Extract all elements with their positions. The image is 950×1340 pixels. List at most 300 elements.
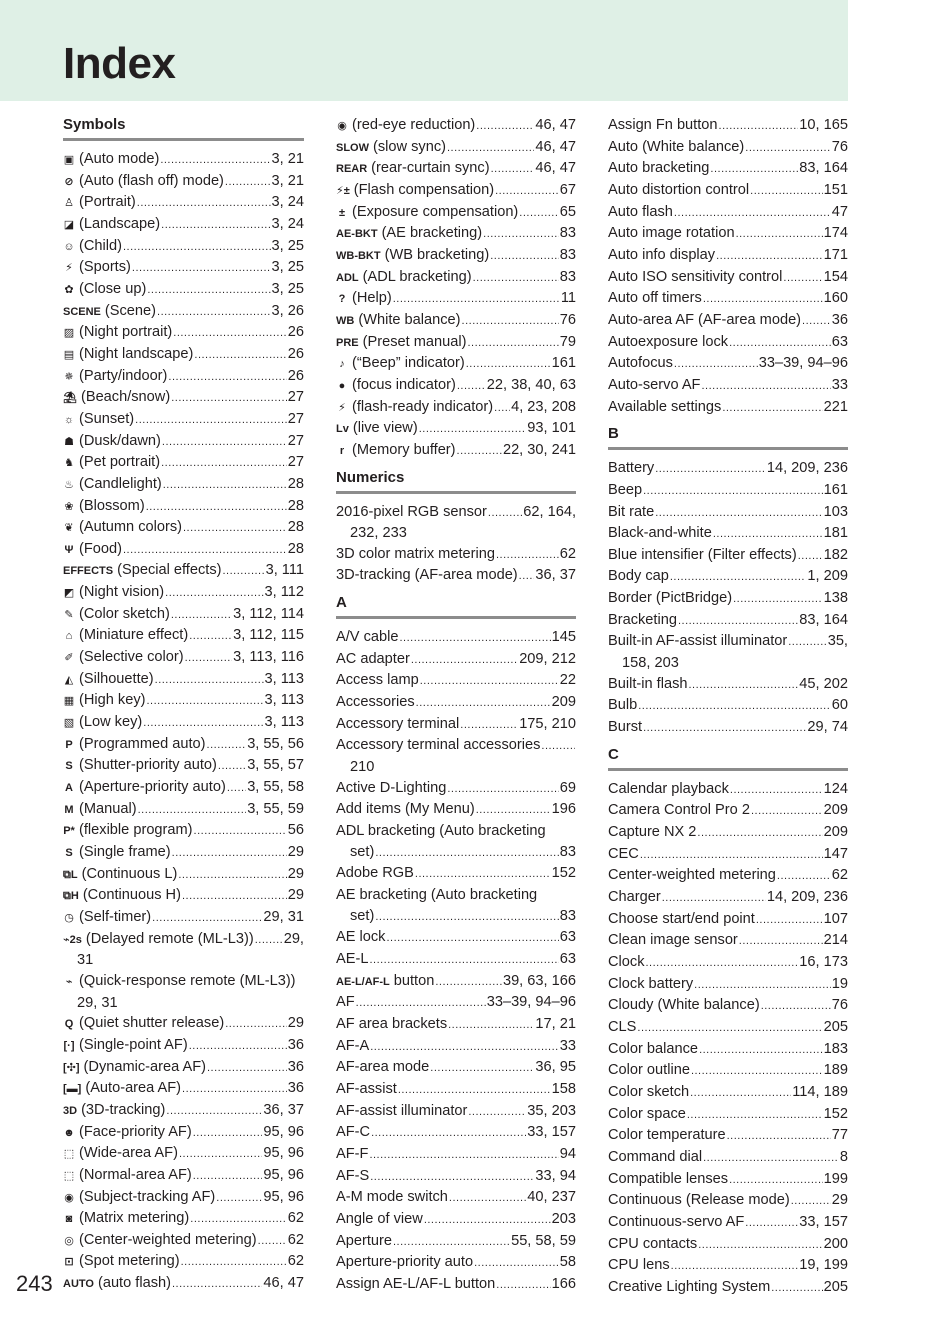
index-entry [608,1190,848,1212]
index-entry-line [336,992,576,1014]
entry-pages: 93, 101 [527,420,576,437]
entry-term [63,301,156,323]
dot-leader [655,458,766,480]
index-entry-line [608,137,848,159]
dot-leader [193,1122,263,1144]
entry-text: (Spot metering) [79,1253,180,1270]
entry-text: (flexible program) [79,822,193,839]
mode-icon: ☗ [64,435,74,448]
entry-pages: 3, 55, 57 [247,757,304,774]
entry-text: (Auto (flash off) mode) [79,172,224,189]
dot-leader [157,301,271,323]
mode-icon: AE-BKT [336,228,378,241]
mode-icon: PRE [336,336,359,349]
dot-leader [179,1143,262,1165]
index-entry-line [336,885,576,906]
index-entry-continuation: 210 [350,759,375,776]
mode-icon: ✎ [64,608,74,621]
entry-text: Auto (White balance) [608,138,745,155]
index-entry-line [608,480,848,502]
entry-term [63,1078,181,1100]
dot-leader [173,322,287,344]
index-entry [608,1234,848,1256]
entry-pages: 166 [551,1275,576,1292]
entry-pages: 28 [287,497,304,514]
dot-leader [750,180,822,202]
dot-leader [476,115,534,137]
dot-leader [123,236,271,258]
entry-term [336,1144,368,1165]
entry-text: (Sunset) [79,410,135,427]
entry-pages: 29 [287,887,304,904]
index-entry [336,992,576,1014]
index-entry-line [63,929,304,951]
index-entry-line [336,1057,576,1079]
index-entry [63,214,304,236]
index-entry-line [608,1125,848,1147]
dot-leader [671,1255,799,1277]
index-entry [608,353,848,375]
entry-pages: 14, 209, 236 [766,460,848,477]
dot-leader [147,690,264,712]
entry-text: (focus indicator) [352,376,456,393]
mode-icon: ◉ [337,120,347,132]
dot-leader [185,647,233,669]
index-entry-continuation: 158, 203 [622,655,679,672]
entry-text: A-M mode switch [336,1189,448,1206]
index-entry-line [336,1122,576,1144]
index-entry-line [608,458,848,480]
entry-text: Charger [608,889,661,905]
dot-leader [496,544,559,566]
index-entry-line [63,1230,304,1252]
entry-text: (Quiet shutter release) [79,1015,225,1032]
entry-continuation-text: set) [350,843,375,860]
dot-leader [193,1165,263,1187]
entry-pages: 26 [287,367,304,384]
index-entry-line [608,310,848,332]
entry-term [63,929,254,951]
index-entry-line [63,604,304,626]
index-entry [63,820,304,842]
index-entry-line [608,1060,848,1082]
entry-pages: 11 [560,290,576,307]
entry-term [63,864,177,886]
index-entry [608,566,848,588]
entry-text: Creative Lighting System [608,1278,771,1295]
index-entry [608,397,848,419]
index-entry [336,971,576,993]
index-entry-line [63,171,304,193]
entry-term [336,949,368,970]
index-entry [63,560,304,582]
entry-pages: 27 [287,454,304,471]
index-entry-line [63,431,304,453]
entry-pages: 3, 21 [271,172,304,189]
entry-text: (Child) [79,237,122,254]
dot-leader [713,523,823,545]
dot-leader [168,366,286,388]
entry-pages: 3, 26 [271,302,304,319]
entry-text: (Selective color) [79,649,184,666]
mode-icon: ✵ [64,370,74,383]
index-entry [336,927,576,949]
entry-term [63,907,151,929]
entry-term [63,820,193,842]
mode-icon: 3D [63,1104,78,1117]
index-entry [608,480,848,502]
index-entry [63,452,304,474]
entry-term [336,1274,495,1295]
mode-icon: ◙ [65,1213,73,1226]
entry-term [336,115,475,137]
entry-text: (Blossom) [79,497,145,514]
mode-icon: ▣ [63,154,75,166]
entry-pages: 151 [823,181,848,198]
index-entry-line [608,800,848,822]
entry-text: (Night vision) [79,584,165,601]
entry-pages: 27 [287,389,304,406]
entry-term [608,1255,670,1276]
index-entry-line [63,1057,304,1079]
entry-term [608,844,639,865]
index-entry [336,778,576,800]
entry-text: AE lock [336,929,386,946]
entry-term [336,627,398,648]
entry-pages: 83, 164 [799,160,848,177]
entry-text: Burst [608,719,643,736]
entry-text: (Beach/snow) [80,389,171,406]
index-entry [336,670,576,692]
entry-term [608,822,696,843]
entry-pages: 28 [287,540,304,557]
index-entry-line [608,158,848,180]
dot-leader [691,1060,823,1082]
entry-pages: 69 [559,779,576,796]
entry-term [608,1060,690,1081]
entry-pages: 209 [551,694,576,711]
dot-leader [783,267,822,289]
entry-pages: 63 [559,950,576,967]
entry-pages: 161 [823,481,848,498]
entry-text: Assign AE-L/AF-L button [336,1275,496,1292]
entry-pages: 145 [551,629,576,646]
entry-term [336,1252,473,1273]
index-entry [63,1165,304,1187]
entry-term [336,158,490,180]
index-entry-line [608,523,848,545]
entry-term [608,800,750,821]
entry-text: Battery [608,460,655,477]
entry-text: (Shutter-priority auto) [79,757,217,774]
index-entry-line [63,1208,304,1230]
index-entry-line [336,1187,576,1209]
entry-text: Autofocus [608,355,673,372]
index-entry-line [336,1166,576,1188]
index-entry [63,799,304,821]
index-entry [608,952,848,974]
dot-leader [646,952,799,974]
entry-pages: 19 [831,975,848,992]
entry-term [336,310,461,332]
dot-leader [132,257,271,279]
mode-icon: Q [64,1018,74,1031]
dot-leader [751,800,823,822]
index-entry-line [336,115,576,137]
index-entry [63,409,304,431]
entry-pages: 200 [823,1235,848,1252]
entry-text: Capture NX 2 [608,824,697,841]
dot-leader [473,267,559,289]
index-entry-line [608,223,848,245]
index-entry [608,523,848,545]
entry-pages: 62 [287,1210,304,1227]
index-entry-line [608,1190,848,1212]
mode-icon: ☻ [63,1126,75,1139]
dot-leader [138,799,247,821]
entry-pages: 209, 212 [519,650,576,667]
entry-pages: 29, 31 [263,908,304,925]
dot-leader [190,1208,286,1230]
entry-pages: 22 [559,672,576,689]
index-entry [608,1169,848,1191]
index-entry [608,202,848,224]
dot-leader [447,778,558,800]
entry-text: (Quick-response remote (ML-L3)) [79,972,296,989]
entry-term [63,625,188,647]
dot-leader [225,171,271,193]
entry-text: AF-C [336,1124,371,1141]
dot-leader [777,865,831,887]
entry-pages: 29 [287,1015,304,1032]
index-entry-line [608,588,848,610]
entry-pages: 3, 113 [264,692,304,709]
entry-pages: 147 [823,845,848,862]
entry-text: Color space [608,1105,686,1122]
entry-term [336,992,355,1013]
entry-text: Color balance [608,1040,699,1057]
entry-text: Auto bracketing [608,160,710,177]
index-entry [336,1014,576,1036]
mode-icon: WB-BKT [336,249,381,262]
dot-leader [662,887,766,909]
index-entry-line [336,418,576,440]
entry-pages: 103 [823,503,848,520]
entry-pages: 62, 164, [523,503,576,520]
section-heading: C [608,745,848,771]
entry-text: Auto-area AF (AF-area mode) [608,311,802,328]
entry-term [63,192,136,214]
entry-text: (Dynamic-area AF) [83,1058,206,1075]
index-entry-continuation: 31 [77,952,94,969]
entry-text: (Normal-area AF) [79,1166,192,1183]
entry-pages: 35, 203 [527,1102,576,1119]
index-entry [608,717,848,739]
entry-term [336,332,466,354]
index-entry-line [608,1169,848,1191]
mode-icon: ♨ [64,478,74,491]
entry-term [336,137,446,159]
entry-text: (Night portrait) [79,324,173,341]
index-entry-line [63,1013,304,1035]
mode-icon: ◪ [63,218,75,231]
entry-pages: 62 [559,545,576,562]
dot-leader [698,1234,822,1256]
entry-pages: 40, 237 [527,1189,576,1206]
entry-term [63,647,184,669]
entry-term [336,180,494,202]
entry-pages: 3, 112, 114 [233,605,304,622]
mode-icon: ◉ [64,1191,74,1204]
mode-icon: ADL [336,271,359,284]
entry-term [336,288,392,310]
dot-leader [730,779,823,801]
entry-text: AF-assist [336,1080,397,1097]
index-entry [336,1057,576,1079]
entry-pages: 33, 94 [535,1167,576,1184]
entry-term [608,523,712,544]
index-entry-line [608,610,848,632]
entry-text: Aperture-priority auto [336,1254,474,1271]
index-entry-line [63,1035,304,1057]
entry-term [608,1082,689,1103]
entry-term [608,1212,744,1233]
entry-term [63,734,206,756]
index-entry [608,137,848,159]
index-entry-line [336,971,576,993]
index-entry-line [336,397,576,419]
entry-text: Autoexposure lock [608,333,729,350]
entry-text: Active D-Lighting [336,779,447,796]
index-entry [336,1252,576,1274]
entry-pages: 3, 24 [271,194,304,211]
index-entry [63,1230,304,1252]
entry-term [336,565,518,586]
dot-leader [419,418,527,440]
index-entry-line [63,496,304,518]
entry-term [608,1125,726,1146]
index-column-2 [336,115,576,1295]
entry-pages: 65 [559,203,576,220]
entry-text: Auto info display [608,246,716,263]
index-entry [336,332,576,354]
index-entry [63,864,304,886]
mode-icon: AUTO [63,1278,94,1291]
index-entry [336,440,576,462]
index-entry [336,202,576,224]
index-entry [336,692,576,714]
index-entry-line [63,214,304,236]
entry-text: (rear-curtain sync) [371,160,490,177]
dot-leader [181,1251,287,1273]
index-entry [608,1104,848,1126]
index-entry-line [608,332,848,354]
entry-term [336,714,459,735]
entry-text: AF area brackets [336,1015,448,1032]
index-entry [63,1035,304,1057]
entry-text: Cloudy (White balance) [608,997,760,1014]
index-entry-line [608,1234,848,1256]
index-entry [608,887,848,909]
entry-text: Color temperature [608,1127,726,1144]
dot-leader [135,409,287,431]
dot-leader [722,397,822,419]
entry-text: Accessories [336,694,415,711]
entry-term [63,1165,192,1187]
dot-leader [788,631,826,653]
mode-icon: ❦ [64,522,74,535]
entry-term [336,1122,370,1143]
index-entry-line [608,202,848,224]
dot-leader [457,375,486,397]
mode-icon: Lv [336,423,349,436]
mode-icon: ▤ [63,348,75,361]
entry-pages: 62 [287,1253,304,1270]
index-entry [336,885,576,927]
index-entry [608,458,848,480]
index-entry-line [336,245,576,267]
entry-term [608,1104,686,1125]
index-entry [63,1208,304,1230]
index-entry-line [608,974,848,996]
entry-term [63,517,182,539]
entry-text: Available settings [608,398,722,415]
dot-leader [798,545,823,567]
entry-term [63,257,131,279]
index-entry-line [608,115,848,137]
entry-text: (Preset manual) [362,333,467,350]
mode-icon: ⌁ [65,975,73,988]
entry-term [336,1057,429,1078]
entry-text: A/V cable [336,629,399,646]
index-entry [336,180,576,202]
entry-pages: 45, 202 [799,675,848,692]
entry-term [608,779,729,800]
entry-pages: 17, 21 [535,1015,576,1032]
index-entry-line [336,223,576,245]
index-entry-line [63,387,304,409]
mode-icon: ◷ [64,911,74,924]
index-entry [63,625,304,647]
index-entry-line [336,1252,576,1274]
index-entry [63,387,304,409]
entry-term [63,431,161,453]
entry-text: 2016-pixel RGB sensor [336,503,487,520]
entry-text: CPU contacts [608,1235,698,1252]
dot-leader [699,1039,823,1061]
index-entry [63,604,304,626]
dot-leader [519,202,558,224]
mode-icon: P* [63,825,75,838]
entry-term [608,930,738,951]
entry-text: (High key) [79,692,146,709]
index-column-1 [63,115,304,1295]
index-entry-line [63,1273,304,1295]
dot-leader [687,1104,823,1126]
entry-term [336,692,415,713]
index-entry-line [336,649,576,671]
entry-term [63,669,154,691]
index-entry [608,310,848,332]
index-entry [63,842,304,864]
entry-text: Color outline [608,1062,690,1079]
entry-text: (ADL bracketing) [362,268,472,285]
entry-pages: 1, 209 [807,568,848,585]
entry-text: Command dial [608,1148,703,1165]
dot-leader [430,1057,534,1079]
entry-term [336,397,493,419]
entry-pages: 171 [823,246,848,263]
